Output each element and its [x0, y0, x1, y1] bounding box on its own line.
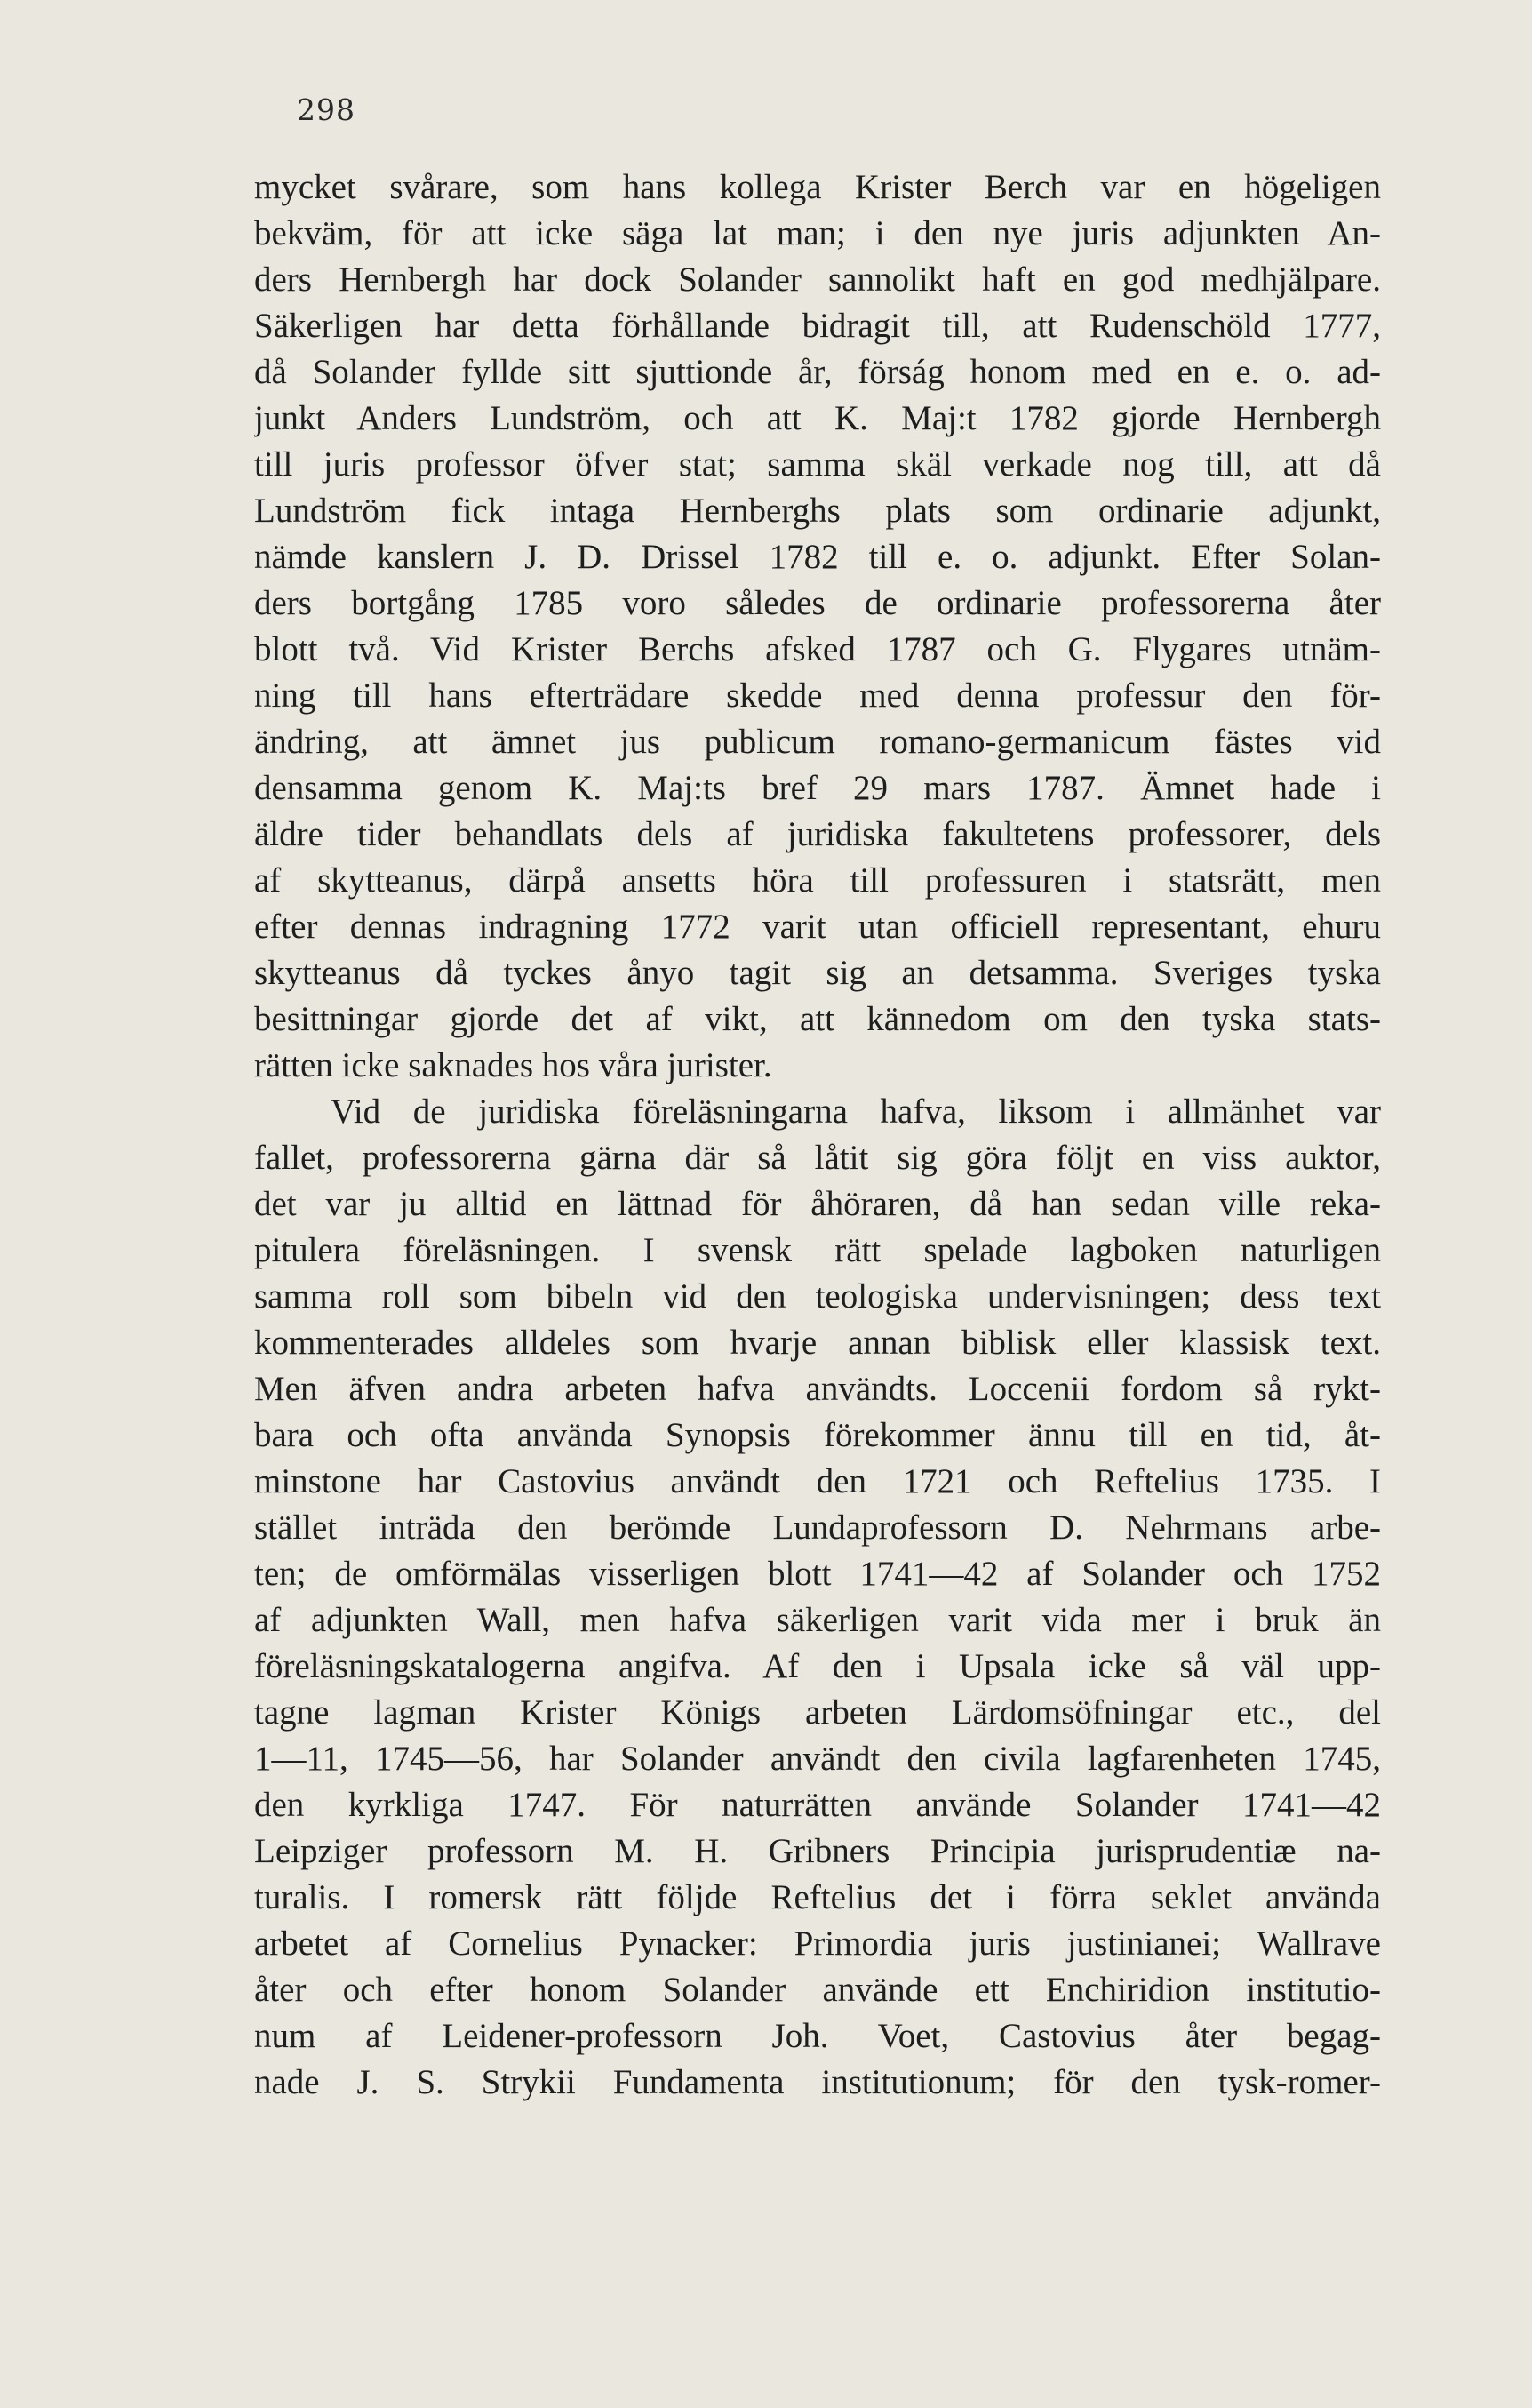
text-line: densamma genom K. Maj:ts bref 29 mars 1787. Ämnet hade i — [254, 769, 1381, 807]
text-line: num af Leidener-professorn Joh. Voet, Castovius åter begag- — [254, 2017, 1381, 2055]
text-line: besittningar gjorde det af vikt, att kännedom om den tyska stats- — [254, 1000, 1381, 1038]
text-line: junkt Anders Lundström, och att K. Maj:t 1782 gjorde Hernbergh — [254, 399, 1381, 437]
text-line: den kyrkliga 1747. För naturrätten använde Solander 1741—42 — [254, 1786, 1381, 1824]
text-line: till juris professor öfver stat; samma skäl verkade nog till, att då — [254, 445, 1381, 484]
text-line: mycket svårare, som hans kollega Krister Berch var en högeligen — [254, 168, 1381, 206]
text-line: af skytteanus, därpå ansetts höra till professuren i statsrätt, men — [254, 861, 1381, 900]
text-line: minstone har Castovius användt den 1721 och Reftelius 1735. I — [254, 1462, 1381, 1500]
text-line: bekväm, för att icke säga lat man; i den nye juris adjunkten An- — [254, 214, 1381, 252]
text-line: pitulera föreläsningen. I svensk rätt spelade lagboken naturligen — [254, 1231, 1381, 1269]
text-line: tagne lagman Krister Königs arbeten Lärdomsöfningar etc., del — [254, 1693, 1381, 1732]
text-line: Lundström fick intaga Hernberghs plats som ordinarie adjunkt, — [254, 492, 1381, 530]
text-line: Säkerligen har detta förhållande bidragit till, att Rudenschöld 1777, — [254, 307, 1381, 345]
text-line: stället inträda den berömde Lundaprofessorn D. Nehrmans arbe- — [254, 1508, 1381, 1547]
text-line: arbetet af Cornelius Pynacker: Primordia juris justinianei; Wallrave — [254, 1924, 1381, 1963]
text-line: nade J. S. Strykii Fundamenta institutionum; för den tysk-romer- — [254, 2063, 1381, 2101]
text-line: af adjunkten Wall, men hafva säkerligen varit vida mer i bruk än — [254, 1601, 1381, 1639]
text-line: 1—11, 1745—56, har Solander användt den civila lagfarenheten 1745, — [254, 1740, 1381, 1778]
text-line: samma roll som bibeln vid den teologiska undervisningen; dess text — [254, 1277, 1381, 1316]
paragraph-end-line: rätten icke saknades hos våra jurister. — [254, 1046, 772, 1084]
text-line: nämde kanslern J. D. Drissel 1782 till e. o. adjunkt. Efter Solan- — [254, 538, 1381, 576]
text-line: det var ju alltid en lättnad för åhöraren, då han sedan ville reka- — [254, 1185, 1381, 1223]
text-line: äldre tider behandlats dels af juridiska fakultetens professorer, dels — [254, 815, 1381, 853]
text-line: ten; de omförmälas visserligen blott 1741—42 af Solander och 1752 — [254, 1555, 1381, 1593]
text-line: Leipziger professorn M. H. Gribners Principia jurisprudentiæ na- — [254, 1832, 1381, 1870]
text-line: ders Hernbergh har dock Solander sannolikt haft en god medhjälpare. — [254, 260, 1381, 299]
text-line: fallet, professorerna gärna där så låtit sig göra följt en viss auktor, — [254, 1139, 1381, 1177]
text-line: skytteanus då tyckes ånyo tagit sig an detsamma. Sveriges tyska — [254, 954, 1381, 992]
text-line: då Solander fyllde sitt sjuttionde år, förság honom med en e. o. ad- — [254, 353, 1381, 391]
text-line: föreläsningskatalogerna angifva. Af den i Upsala icke så väl upp- — [254, 1647, 1381, 1685]
text-line: turalis. I romersk rätt följde Reftelius det i förra seklet använda — [254, 1878, 1381, 1916]
text-line: åter och efter honom Solander använde ett Enchiridion institutio- — [254, 1971, 1381, 2009]
text-line: ändring, att ämnet jus publicum romano-germanicum fästes vid — [254, 723, 1381, 761]
text-line: efter dennas indragning 1772 varit utan officiell representant, ehuru — [254, 908, 1381, 946]
text-line: Men äfven andra arbeten hafva användts. Loccenii fordom så rykt- — [254, 1370, 1381, 1408]
text-line: ning till hans efterträdare skedde med denna professur den för- — [254, 676, 1381, 715]
text-line: ders bortgång 1785 voro således de ordinarie professorerna åter — [254, 584, 1381, 622]
text-line: bara och ofta använda Synopsis förekommer ännu till en tid, åt- — [254, 1416, 1381, 1454]
page-number: 298 — [297, 92, 355, 127]
text-line: kommenterades alldeles som hvarje annan biblisk eller klassisk text. — [254, 1324, 1381, 1362]
text-line: blott två. Vid Krister Berchs afsked 1787 och G. Flygares utnäm- — [254, 630, 1381, 668]
body-text — [254, 164, 1381, 2106]
paragraph-start-line: Vid de juridiska föreläsningarna hafva, liksom i allmänhet var — [331, 1092, 1381, 1131]
